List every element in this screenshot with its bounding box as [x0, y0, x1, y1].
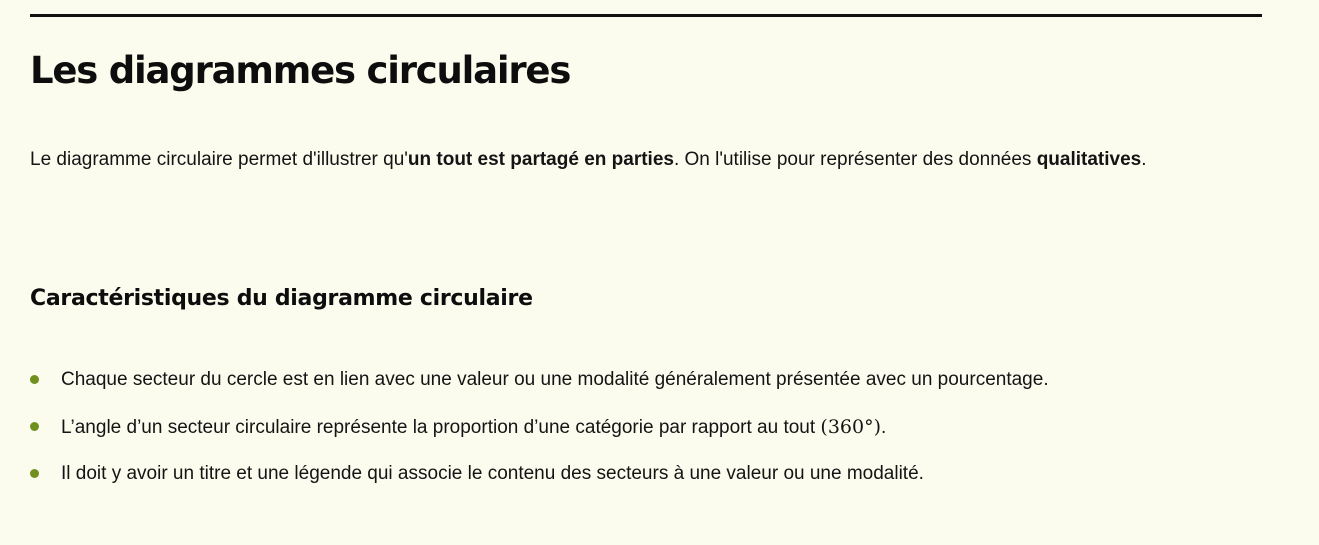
list-item [30, 413, 1262, 460]
intro-text-part-3: . [1141, 149, 1147, 170]
list-item-text [61, 413, 886, 442]
characteristics-list [30, 366, 1262, 507]
list-item-text: Il doit y avoir un titre et une légende qui associe le contenu des secteurs à une valeur ou une modalité. [61, 463, 924, 484]
bullet-dot-icon [30, 422, 39, 431]
list-item-text-after-math: . [881, 417, 887, 438]
content-area [30, 0, 1262, 545]
intro-emphasis-whole-parts: un tout est partagé en parties [407, 149, 674, 170]
list-item-text-before-math: L’angle d’un secteur circulaire représente la proportion d’une catégorie par rapport au tout [61, 417, 821, 438]
page-title: Les diagrammes circulaires [30, 49, 571, 92]
top-divider [30, 14, 1262, 17]
bullet-dot-icon [30, 375, 39, 384]
intro-emphasis-qualitative: qualitatives [1036, 149, 1142, 170]
intro-paragraph [30, 145, 1210, 174]
intro-text-part-2: . On l'utilise pour représenter des données [673, 149, 1037, 170]
section-heading: Caractéristiques du diagramme circulaire [30, 286, 533, 311]
intro-text-part-1: Le diagramme circulaire permet d'illustrer qu' [30, 149, 408, 170]
math-expression: (360°) [820, 416, 882, 438]
bullet-dot-icon [30, 469, 39, 478]
list-item [30, 366, 1262, 413]
list-item [30, 460, 1262, 507]
list-item-text: Chaque secteur du cercle est en lien avec une valeur ou une modalité généralement présentée avec un pourcentage. [61, 369, 1049, 390]
